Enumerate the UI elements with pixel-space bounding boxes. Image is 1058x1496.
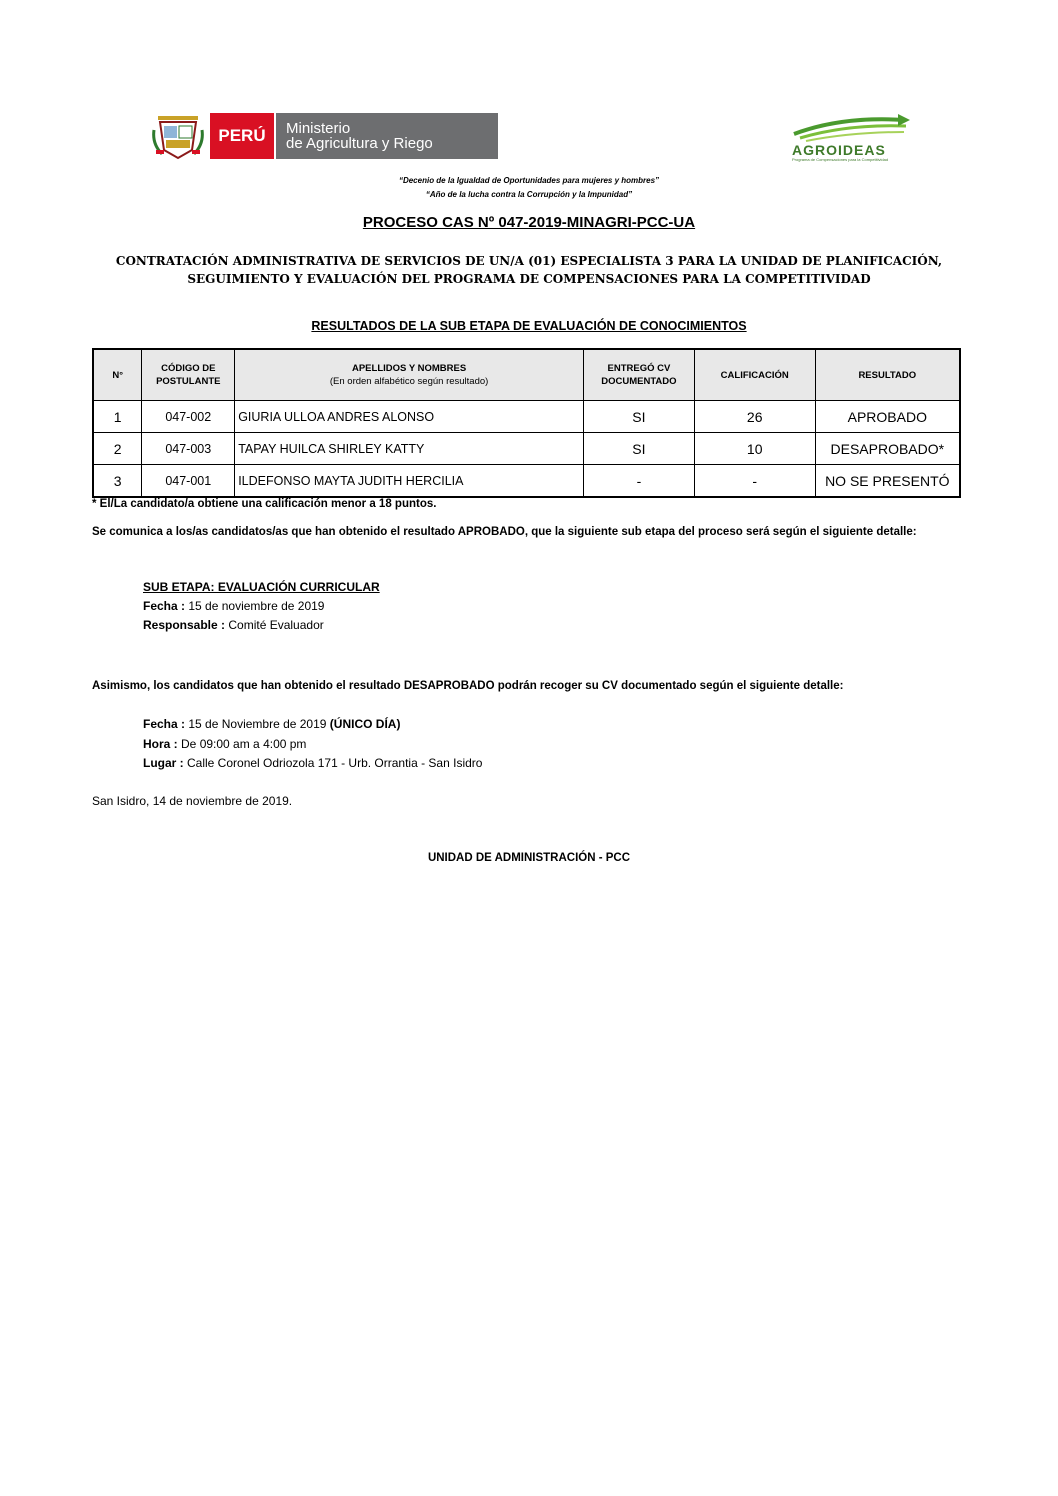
results-table <box>92 348 961 498</box>
cell-num: 2 <box>93 433 142 465</box>
cell-resultado: APROBADO <box>815 401 960 433</box>
recojo-fecha: Fecha : 15 de Noviembre de 2019 (ÚNICO DÍA) <box>143 717 401 731</box>
sub-etapa-fecha: Fecha : 15 de noviembre de 2019 <box>143 599 325 613</box>
minagri-logo <box>152 112 498 160</box>
header-codigo: CÓDIGO DE POSTULANTE <box>142 349 235 401</box>
header-calificacion: CALIFICACIÓN <box>694 349 815 401</box>
cell-nombre: TAPAY HUILCA SHIRLEY KATTY <box>235 433 584 465</box>
cell-resultado: DESAPROBADO* <box>815 433 960 465</box>
year-slogan: “Año de la lucha contra la Corrupción y la Impunidad” <box>425 190 633 199</box>
contratacion-line-2: SEGUIMIENTO Y EVALUACIÓN DEL PROGRAMA DE COMPENSACIONES PARA LA COMPETITIVIDAD <box>187 272 871 286</box>
header-num: N° <box>93 349 142 401</box>
header-apellidos: APELLIDOS Y NOMBRES (En orden alfabético según resultado) <box>235 349 584 401</box>
ministry-line-1: Ministerio <box>286 120 351 137</box>
coat-of-arms-icon <box>152 112 204 160</box>
header-entrego: ENTREGÓ CV DOCUMENTADO <box>583 349 694 401</box>
recojo-lugar: Lugar : Calle Coronel Odriozola 171 - Urb. Orrantia - San Isidro <box>143 756 483 770</box>
cell-calificacion: - <box>694 465 815 498</box>
cell-resultado: NO SE PRESENTÓ <box>815 465 960 498</box>
cell-codigo: 047-001 <box>142 465 235 498</box>
agroideas-tagline: Programa de Compensaciones para la Competitividad <box>792 157 889 162</box>
cell-calificacion: 10 <box>694 433 815 465</box>
ministry-line-2: de Agricultura y Riego <box>286 135 433 152</box>
table-row <box>93 433 960 465</box>
cell-entrego: SI <box>583 401 694 433</box>
comunica-paragraph: Se comunica a los/as candidatos/as que han obtenido el resultado APROBADO, que la siguiente sub etapa del proceso será según el siguiente detalle: <box>92 526 917 538</box>
date-place: San Isidro, 14 de noviembre de 2019. <box>92 794 293 808</box>
cell-codigo: 047-003 <box>142 433 235 465</box>
table-row <box>93 465 960 498</box>
ministry-label <box>276 113 498 159</box>
results-title: RESULTADOS DE LA SUB ETAPA DE EVALUACIÓN DE CONOCIMIENTOS <box>311 319 747 333</box>
table-header-row <box>93 349 960 401</box>
cell-num: 1 <box>93 401 142 433</box>
agroideas-name: AGROIDEAS <box>792 142 886 158</box>
cell-nombre: GIURIA ULLOA ANDRES ALONSO <box>235 401 584 433</box>
footnote: * El/La candidato/a obtiene una calificación menor a 18 puntos. <box>92 498 437 510</box>
recojo-hora: Hora : De 09:00 am a 4:00 pm <box>143 737 307 751</box>
sub-etapa-responsable: Responsable : Comité Evaluador <box>143 618 324 632</box>
asimismo-paragraph: Asimismo, los candidatos que han obtenido el resultado DESAPROBADO podrán recoger su CV documentado según el siguiente detalle: <box>92 680 844 692</box>
agroideas-logo <box>786 112 912 162</box>
document-title: PROCESO CAS Nº 047-2019-MINAGRI-PCC-UA <box>362 214 696 231</box>
cell-codigo: 047-002 <box>142 401 235 433</box>
agroideas-swoosh-icon <box>792 112 912 142</box>
signature-unit: UNIDAD DE ADMINISTRACIÓN - PCC <box>427 852 631 864</box>
cell-entrego: - <box>583 465 694 498</box>
cell-calificacion: 26 <box>694 401 815 433</box>
cell-entrego: SI <box>583 433 694 465</box>
sub-etapa-title: SUB ETAPA: EVALUACIÓN CURRICULAR <box>143 580 380 594</box>
contratacion-line-1: CONTRATACIÓN ADMINISTRATIVA DE SERVICIOS DE UN/A (01) ESPECIALISTA 3 PARA LA UNIDAD DE PLANIFICACIÓN, <box>115 254 943 268</box>
decenio-slogan: “Decenio de la Igualdad de Oportunidades para mujeres y hombres” <box>398 176 660 185</box>
cell-nombre: ILDEFONSO MAYTA JUDITH HERCILIA <box>235 465 584 498</box>
contratacion-heading <box>0 252 1058 288</box>
peru-label: PERÚ <box>210 113 274 159</box>
cell-num: 3 <box>93 465 142 498</box>
table-row <box>93 401 960 433</box>
header-resultado: RESULTADO <box>815 349 960 401</box>
